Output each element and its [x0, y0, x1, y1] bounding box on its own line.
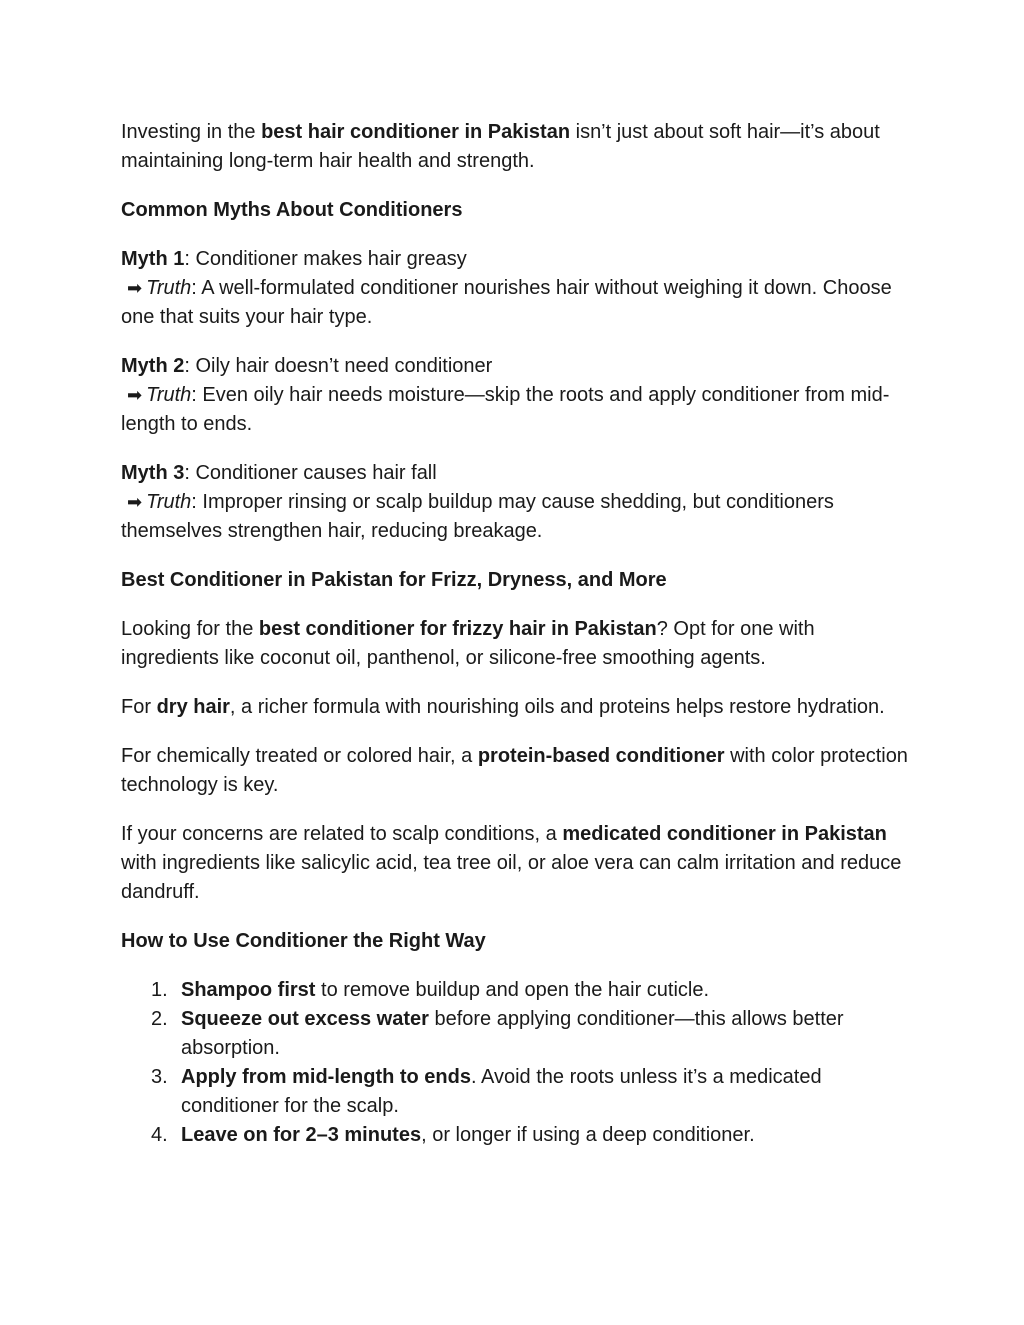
document-page	[121, 118, 911, 1150]
myth-1: Myth 1: Conditioner makes hair greasy ➡ Truth: A well-formulated conditioner nourishes hair without weighing it down. Choose one that suits your hair type.	[121, 248, 892, 328]
truth-label: Truth	[146, 277, 192, 299]
intro-keyword: best hair conditioner in Pakistan	[261, 121, 571, 143]
list-item: 1. Shampoo first to remove buildup and open the hair cuticle.	[121, 976, 911, 1005]
colored-paragraph: For chemically treated or colored hair, a protein-based conditioner with color protection technology is key.	[121, 745, 908, 796]
how-to-heading: How to Use Conditioner the Right Way	[121, 930, 486, 952]
myths-heading: Common Myths About Conditioners	[121, 199, 463, 221]
myth-2-label: Myth 2	[121, 355, 185, 377]
medicated-paragraph: If your concerns are related to scalp conditions, a medicated conditioner in Pakistan with ingredients like salicylic acid, tea tree oil, or aloe vera can calm irritation and reduce dandruff.	[121, 823, 902, 903]
medicated-keyword: medicated conditioner in Pakistan	[562, 823, 887, 845]
list-item: 3. Apply from mid-length to ends. Avoid the roots unless it’s a medicated conditioner for the scalp.	[121, 1063, 911, 1121]
step-number: 2.	[151, 1008, 168, 1030]
step-number: 3.	[151, 1066, 168, 1088]
step-number: 4.	[151, 1124, 168, 1146]
intro-paragraph: Investing in the best hair conditioner in Pakistan isn’t just about soft hair—it’s about maintaining long-term hair health and strength.	[121, 121, 880, 172]
dry-paragraph: For dry hair, a richer formula with nourishing oils and proteins helps restore hydration.	[121, 696, 885, 718]
colored-keyword: protein-based conditioner	[477, 745, 725, 767]
right-arrow-icon: ➡	[127, 278, 143, 298]
myth-3-label: Myth 3	[121, 462, 185, 484]
best-conditioner-heading: Best Conditioner in Pakistan for Frizz, Dryness, and More	[121, 569, 667, 591]
truth-label: Truth	[146, 491, 192, 513]
myth-3: Myth 3: Conditioner causes hair fall ➡ Truth: Improper rinsing or scalp buildup may cause shedding, but conditioners themselves strengthen hair, reducing breakage.	[121, 462, 834, 542]
list-item: 4. Leave on for 2–3 minutes, or longer if using a deep conditioner.	[121, 1121, 911, 1150]
steps-list	[121, 976, 911, 1150]
truth-label: Truth	[146, 384, 192, 406]
right-arrow-icon: ➡	[127, 492, 143, 512]
myth-1-label: Myth 1	[121, 248, 185, 270]
right-arrow-icon: ➡	[127, 385, 143, 405]
dry-keyword: dry hair	[156, 696, 230, 718]
step-number: 1.	[151, 979, 168, 1001]
myth-2: Myth 2: Oily hair doesn’t need conditioner ➡ Truth: Even oily hair needs moisture—skip the roots and apply conditioner from mid-length to ends.	[121, 355, 890, 435]
frizzy-paragraph: Looking for the best conditioner for frizzy hair in Pakistan? Opt for one with ingredients like coconut oil, panthenol, or silicone-free smoothing agents.	[121, 618, 815, 669]
frizzy-keyword: best conditioner for frizzy hair in Pakistan	[258, 618, 657, 640]
list-item: 2. Squeeze out excess water before applying conditioner—this allows better absorption.	[121, 1005, 911, 1063]
